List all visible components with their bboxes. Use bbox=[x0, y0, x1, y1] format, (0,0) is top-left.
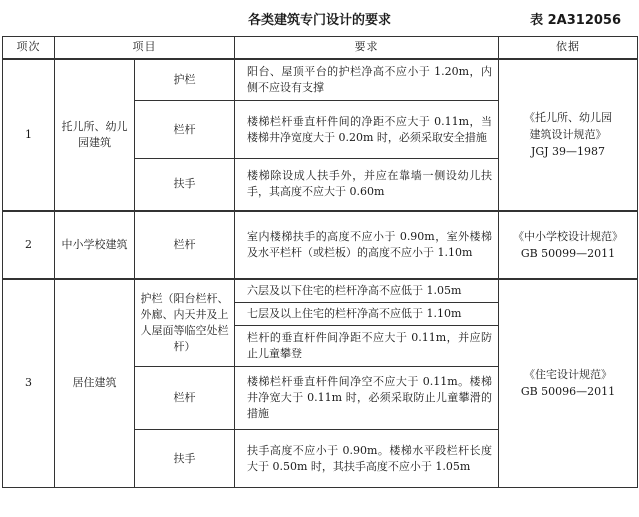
basis-line: GB 50096—2011 bbox=[520, 385, 616, 399]
category-cell: 中小学校建筑 bbox=[55, 211, 135, 279]
header-row bbox=[3, 37, 638, 59]
header-requirement: 要求 bbox=[235, 37, 499, 59]
header-item: 项目 bbox=[55, 37, 235, 59]
item-cell: 护栏（阳台栏杆、外廊、内天井及上人屋面等临空处栏杆） bbox=[135, 279, 235, 367]
requirement-cell: 六层及以下住宅的栏杆净高不应低于 1.05m bbox=[235, 279, 499, 303]
category-cell: 托儿所、幼儿园建筑 bbox=[55, 59, 135, 211]
table-row bbox=[3, 279, 638, 303]
requirement-cell: 栏杆的垂直杆件间净距不应大于 0.11m，并应防止儿童攀登 bbox=[235, 326, 499, 367]
requirement-cell: 扶手高度不应小于 0.90m。楼梯水平段栏杆长度大于 0.50m 时，其扶手高度不应小于 1.05m bbox=[235, 430, 499, 488]
basis-line: 建筑设计规范》 bbox=[529, 128, 607, 141]
basis-cell bbox=[499, 59, 638, 211]
table-title: 各类建筑专门设计的要求 bbox=[247, 13, 391, 28]
item-cell: 栏杆 bbox=[135, 211, 235, 279]
item-cell: 护栏 bbox=[135, 59, 235, 101]
category-cell: 居住建筑 bbox=[55, 279, 135, 488]
requirement-cell: 楼梯栏杆垂直杆件间净空不应大于 0.11m。楼梯井净宽大于 0.11m 时，必须采取防止儿童攀滑的措施 bbox=[235, 367, 499, 430]
item-cell: 栏杆 bbox=[135, 101, 235, 159]
requirement-cell: 阳台、屋顶平台的护栏净高不应小于 1.20m，内侧不应设有支撑 bbox=[235, 59, 499, 101]
basis-line: JGJ 39—1987 bbox=[530, 145, 606, 158]
header-index: 项次 bbox=[3, 37, 55, 59]
table-number: 表 2A312056 bbox=[530, 13, 621, 28]
item-cell: 扶手 bbox=[135, 159, 235, 211]
requirement-cell: 室内楼梯扶手的高度不应小于 0.90m，室外楼梯及水平栏杆（或栏板）的高度不应小于 1.10m bbox=[235, 211, 499, 279]
basis-line: 《住宅设计规范》 bbox=[524, 368, 612, 382]
row-index: 3 bbox=[3, 279, 55, 488]
requirements-table bbox=[2, 36, 638, 488]
basis-cell bbox=[499, 211, 638, 279]
requirement-cell: 七层及以上住宅的栏杆净高不应低于 1.10m bbox=[235, 303, 499, 326]
row-index: 1 bbox=[3, 59, 55, 211]
basis-line: GB 50099—2011 bbox=[520, 246, 616, 260]
table-caption bbox=[0, 0, 639, 36]
basis-cell bbox=[499, 279, 638, 488]
requirement-cell: 楼梯除设成人扶手外，并应在靠墙一侧设幼儿扶手，其高度不应大于 0.60m bbox=[235, 159, 499, 211]
table-row bbox=[3, 211, 638, 279]
requirement-cell: 楼梯栏杆垂直杆件间的净距不应大于 0.11m，当楼梯井净宽度大于 0.20m 时，必须采取安全措施 bbox=[235, 101, 499, 159]
header-basis: 依据 bbox=[499, 37, 638, 59]
basis-line: 《中小学校设计规范》 bbox=[513, 229, 623, 243]
item-cell: 扶手 bbox=[135, 430, 235, 488]
item-cell: 栏杆 bbox=[135, 367, 235, 430]
table-row bbox=[3, 59, 638, 101]
basis-line: 《托儿所、幼儿园 bbox=[524, 111, 612, 124]
row-index: 2 bbox=[3, 211, 55, 279]
